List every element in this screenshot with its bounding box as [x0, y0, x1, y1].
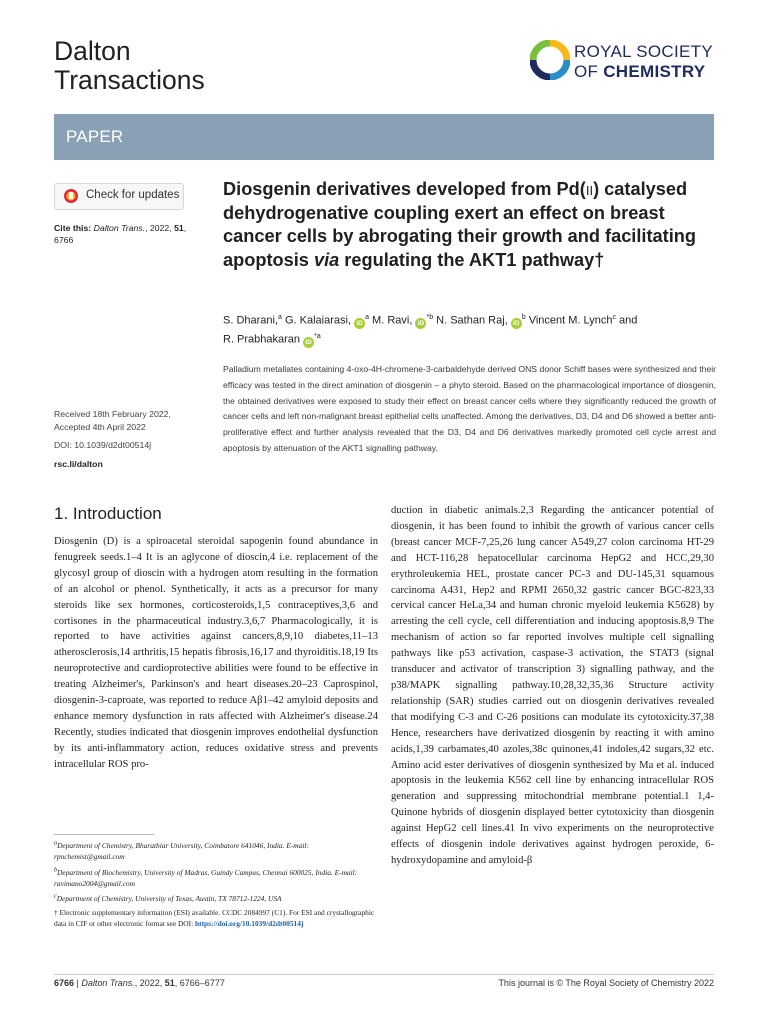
author-name: R. Prabhakaran: [223, 333, 301, 346]
journal-name: Dalton Transactions: [54, 36, 205, 95]
section-heading: 1. Introduction: [54, 504, 162, 523]
affiliation-a: $^a$Department of Chemistry, Bharathiar University, Coimbatore 641046, India. E-mail: rpnchemist@gmail.com: [54, 841, 309, 862]
rsc-logo-icon: [530, 40, 570, 80]
author-suffix: *a: [314, 333, 321, 341]
author-suffix: a: [365, 314, 369, 321]
footnotes: [54, 839, 378, 932]
footer-copyright: This journal is © The Royal Society of Chemistry 2022: [498, 978, 714, 988]
author-name: Vincent M. Lynch: [525, 314, 613, 327]
author-suffix: and: [615, 314, 638, 327]
author-suffix: b: [521, 314, 526, 321]
rsc-logo[interactable]: [530, 36, 720, 88]
bookmark-update-icon: [63, 188, 79, 204]
author-name: G. Kalaiarasi,: [281, 314, 352, 327]
footer-rule: [54, 974, 714, 975]
cite-this: Cite this: Dalton Trans., 2022, 51, 6766: [54, 223, 187, 245]
abstract: Palladium metallates containing 4-oxo-4H-chromene-3-carbaldehyde derived ONS donor Schiff bases were synthesized and their efficacy was tested in the direct amination of diosgenin – a phyto steroid. Based on the pharmacological importance of diosgenin, the obtained derivatives were exposed to study their effect on breast cancer cells where they significantly reduced the growth of cancer cells and left non-malignant breast epithelial cells unaffected. Among the derivatives, D3, D4 and D6 showed a better anti-proliferative effect and further analysis revealed that the D3, D4 and D6 derivatives markedly promoted cell cycle arrest and apoptosis by attenuation of the AKT1 signalling pathway.: [223, 364, 716, 453]
footnote-rule: [54, 834, 154, 835]
orcid-icon[interactable]: iD: [303, 337, 314, 348]
affiliation-c: $^c$Department of Chemistry, University of Texas, Austin, TX 78712-1224, USA: [54, 893, 282, 904]
orcid-icon[interactable]: iD: [511, 318, 522, 329]
article-type-label: PAPER: [66, 127, 124, 146]
body-column-left: Diosgenin (D) is a spiroacetal steroidal sapogenin found abundance in fenugreek seeds.1–4 It is an aglycone of dioscin,4 i.e. replacement of the glycosyl group of dioscin with a hydrogen atom resulting in the formation of an alcohol or phenol. Synthetically, it acts as a precursor for many steroids like sex hormones, corticosteroids,1,5 contraceptives,3,6 and cortisones in the pharmaceutical industry.3,6,7 Pharmacologically, it is reported to have activities against cancers,8,9,10 diabetes,11–13 atherosclerosis,14 arthritis,15 hepatis fibrosis,16,17 and thyroiditis.18,19 Its neuroprotective and cardioprotective abilities were found to be effective in treating Alzheimer's, Parkinson's and heart diseases.20–23 Caprospinol, diosgenin-3-caproate, was reported to reduce Aβ1–42 amyloid deposits and enhance memory dysfunction in rats affected with Alzheimer's disease.24 Recently, studies indicated that diosgenin improves endothelial dysfunction by its anti-inflammatory action, reduces oxidative stress and prevents intracellular ROS pro-: [54, 536, 378, 770]
author-name: N. Sathan Raj,: [433, 314, 508, 327]
author-affiliation-mark: a: [278, 314, 282, 321]
article-title: Diosgenin derivatives developed from Pd(ii) catalysed dehydrogenative coupling exert an effect on breast cancer cells by abrogating their growth and facilitating apoptosis via regulating the AKT1 pathway†: [223, 179, 696, 270]
orcid-icon[interactable]: iD: [354, 318, 365, 329]
doi-link[interactable]: DOI: 10.1039/d2dt00514j: [54, 440, 152, 451]
author-list: [223, 310, 723, 348]
author-name: S. Dharani,: [223, 314, 279, 327]
author-affiliation-mark: c: [612, 314, 616, 321]
esi-note: † Electronic supplementary information (ESI) available. CCDC 2084997 (C1). For ESI and crystallographic data in CIF or other electronic format see DOI: https://doi.org/10.1039/d2dt00514j: [54, 908, 375, 929]
esi-doi-link[interactable]: https://doi.org/10.1039/d2dt00514j: [195, 919, 304, 929]
footer-citation: 6766 | Dalton Trans., 2022, 51, 6766–6777: [54, 978, 225, 988]
journal-site-link[interactable]: rsc.li/dalton: [54, 459, 103, 470]
check-for-updates-button[interactable]: Check for updates: [54, 183, 184, 210]
author-name: M. Ravi,: [369, 314, 413, 327]
body-column-right: duction in diabetic animals.2,3 Regarding the anticancer potential of diosgenin, it has been found to inhibit the growth of various cancer cells (breast cancer MCF-7,25,26 lung cancer A549,27 colon carcinoma HT-29 and HCT-116,28 hepatocellular carcinoma HepG2 and HCC,29,30 erythroleukemia HEL, prostate cancer PC-3 and DU-145,31 squamous carcinoma A431, Hep2 and RPMI 2650,32 gastric cancer BGC-823,33 cervical cancer HeLa,34 and human chronic myeloid leukemia K5628) by arresting the cell cycle, cell differentiation and inducing apoptosis.8,9 The mechanism of action so far reported involves multiple cell signalling pathways like p53 activation, caspase-3 activation, the STAT3 (signal transducer and activator of transcription 3) signalling pathway, and the p38/MAPK signalling pathway.10,28,32,35,36 Structure activity relationship (SAR) studies carried out on diosgenin derivatives revealed that modifying C-3 and C-26 positions can modulate its cytotoxicity.37,38 Hence, researchers have derivatized diosgenin by reacting it with amino acids,1,39 carbamates,40 azoles,38c quinones,41 indoles,42 sugars,32 etc. Amino acid ester derivatives of diosgenin synthesized by Ma et al. induced apoptosis in the leukemia K562 cell line by enhancing intracellular ROS generation and suppressing mitochondrial membrane potential.1 1,4-Quinone hybrids of diosgenin displayed better cytotoxicity than diosgenin against HepG2 cell lines.41 In vivo experiments on the neuroprotective effects of diosgenin indole derivatives against hydrogen peroxide, 6-hydroxydopamine and amyloid-β: [391, 505, 714, 866]
article-type-banner: [54, 114, 714, 160]
orcid-icon[interactable]: iD: [415, 318, 426, 329]
affiliation-b: $^b$Department of Biochemistry, University of Madras, Guindy Campus, Chennai 600025, India. E-mail: ravimano2004@gmail.com: [54, 867, 358, 888]
author-suffix: *b: [426, 314, 434, 321]
publisher-name: ROYAL SOCIETY OF CHEMISTRY: [574, 42, 713, 81]
article-history: Received 18th February 2022, Accepted 4th April 2022 DOI: 10.1039/d2dt00514j rsc.li/dalton: [54, 408, 204, 471]
